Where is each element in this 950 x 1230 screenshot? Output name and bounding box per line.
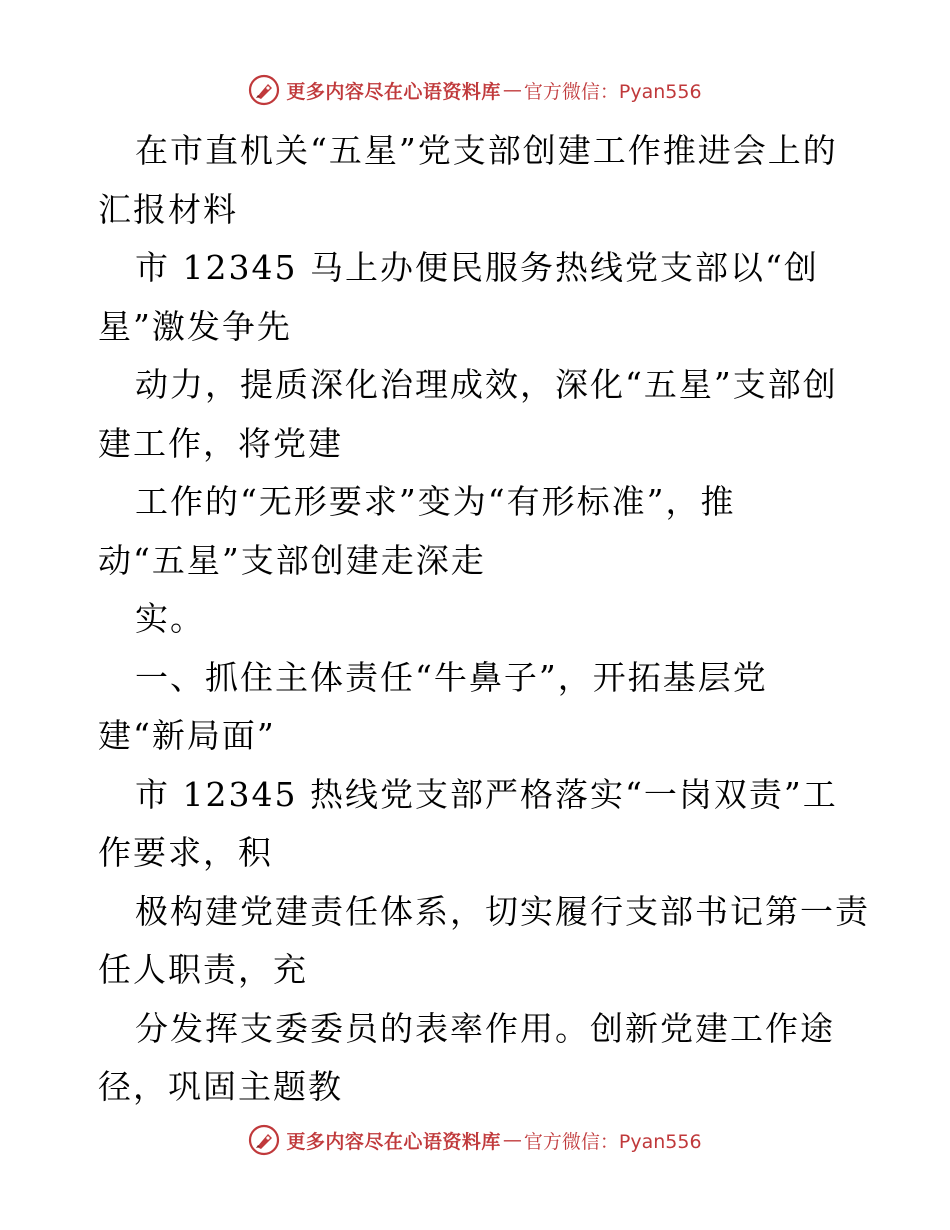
banner-sub-text: 官方微信：Pyan556 (523, 80, 702, 103)
text-line: 分发挥支委委员的表率作用。创新党建工作途 (135, 1008, 835, 1048)
text-line: 一、抓住主体责任“牛鼻子”，开拓基层党 (135, 657, 768, 697)
banner-main-text: 更多内容尽在心语资料库 (286, 80, 501, 103)
text-line: 任人职责，充 (98, 950, 308, 989)
header-banner (0, 70, 950, 110)
text-line: 汇报材料 (98, 189, 238, 229)
text-line: 建工作，将党建 (98, 423, 343, 463)
text-line: 动“五星”支部创建走深走 (98, 540, 486, 580)
footer-banner (0, 1120, 950, 1160)
text-line: 星”激发争先 (98, 306, 292, 346)
text-line: 实。 (135, 599, 205, 638)
text-line: 市 12345 马上办便民服务热线党支部以“创 (135, 248, 819, 287)
banner-sub-text: 官方微信：Pyan556 (523, 1130, 702, 1153)
pen-nib-logo-icon (248, 1124, 280, 1156)
text-line: 市 12345 热线党支部严格落实“一岗双责”工 (135, 774, 838, 814)
banner-main-text: 更多内容尽在心语资料库 (286, 1130, 501, 1153)
banner-dash: — (502, 79, 522, 101)
document-body (98, 122, 868, 1117)
text-line: 径，巩固主题教 (98, 1067, 343, 1106)
text-line: 动力，提质深化治理成效，深化“五星”支部创 (135, 365, 838, 404)
text-line: 建“新局面” (98, 716, 276, 755)
banner-dash: — (502, 1129, 522, 1151)
pen-nib-logo-icon (248, 74, 280, 106)
text-line: 极构建党建责任体系，切实履行支部书记第一责 (135, 891, 870, 931)
text-line: 工作的“无形要求”变为“有形标准”，推 (135, 482, 736, 521)
text-line: 在市直机关“五星”党支部创建工作推进会上的 (135, 131, 838, 170)
text-line: 作要求，积 (98, 833, 273, 872)
